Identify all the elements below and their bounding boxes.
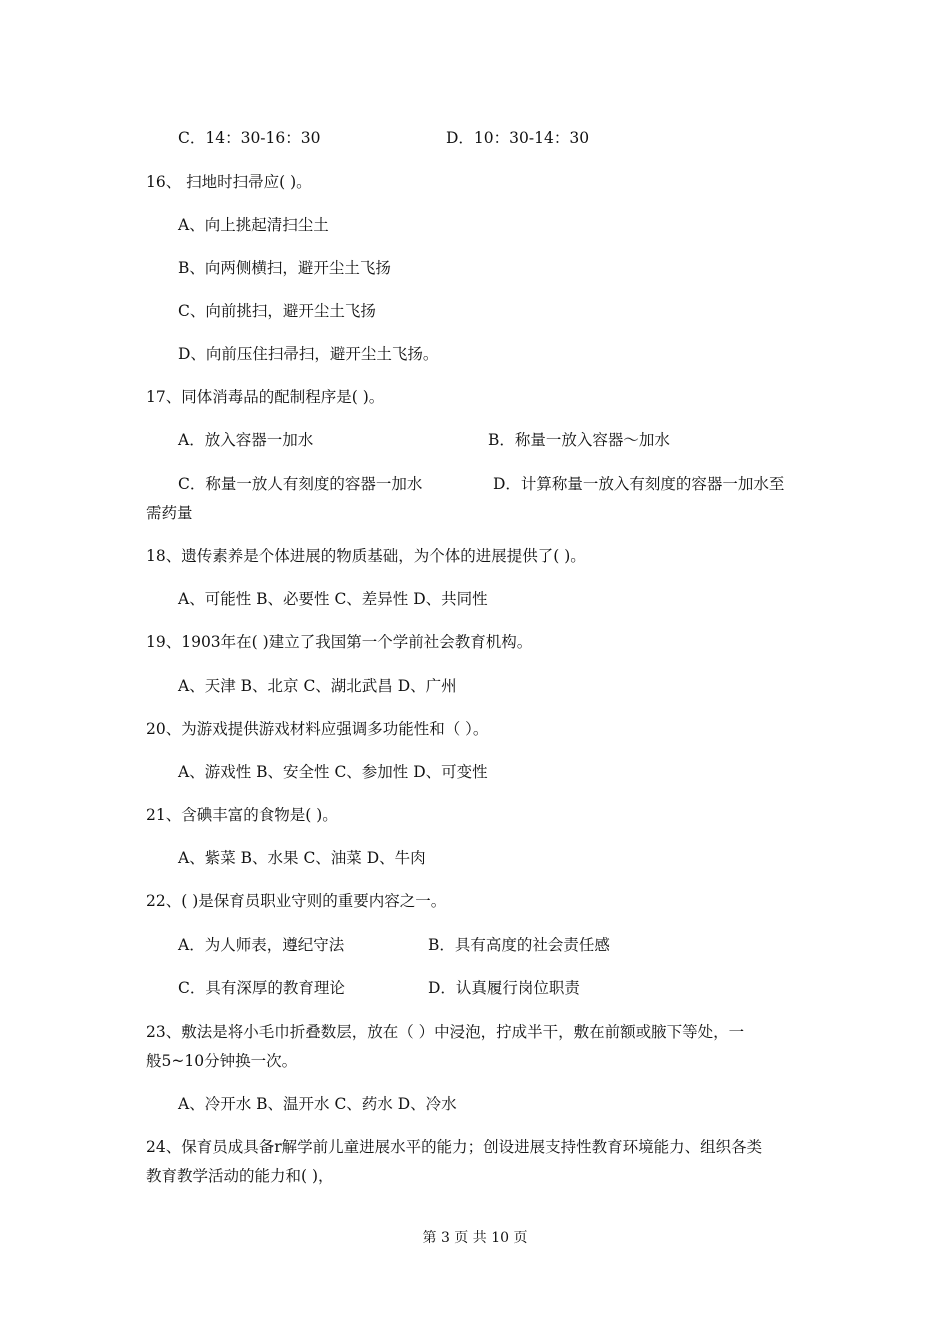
q17-option-c: C．称量一放人有刻度的容器一加水 — [178, 475, 423, 493]
q22-stem: 22、( )是保育员职业守则的重要内容之一。 — [146, 892, 447, 910]
q21-stem: 21、含碘丰富的食物是( )。 — [146, 806, 338, 824]
q15-option-c: C．14：30-16：30 — [178, 129, 321, 147]
q16-option-b: B、向两侧横扫，避开尘土飞扬 — [178, 259, 391, 277]
q18-stem: 18、遗传素养是个体进展的物质基础，为个体的进展提供了( )。 — [146, 547, 586, 565]
q22-option-c: C．具有深厚的教育理论 — [178, 979, 345, 997]
q16-option-a: A、向上挑起清扫尘土 — [178, 216, 329, 234]
q16-stem: 16、 扫地时扫帚应( )。 — [146, 173, 312, 191]
q17-option-d: D．计算称量一放入有刻度的容器一加水至 — [493, 475, 785, 493]
q20-options: A、游戏性 B、安全性 C、参加性 D、可变性 — [178, 763, 488, 781]
q23-options: A、冷开水 B、温开水 C、药水 D、冷水 — [178, 1095, 457, 1113]
q16-option-c: C、向前挑扫，避开尘土飞扬 — [178, 302, 376, 320]
q17-option-b: B．称量一放入容器～加水 — [488, 431, 670, 449]
q24-stem-continued: 教育教学活动的能力和( )， — [146, 1167, 334, 1185]
page-footer: 第 3 页 共 10 页 — [422, 1230, 528, 1246]
q24-stem: 24、保育员成具备r解学前儿童进展水平的能力；创设进展支持性教育环境能力、组织各类 — [146, 1138, 763, 1156]
q15-option-d: D．10：30-14：30 — [446, 129, 590, 147]
q16-option-d: D、向前压住扫帚扫，避开尘土飞扬。 — [178, 345, 439, 363]
q23-stem-continued: 般5~10分钟换一次。 — [146, 1052, 298, 1070]
q17-option-d-continued: 需药量 — [146, 504, 193, 522]
q22-option-b: B．具有高度的社会责任感 — [428, 936, 610, 954]
q19-stem: 19、1903年在( )建立了我国第一个学前社会教育机构。 — [146, 633, 533, 651]
q17-option-a: A．放入容器一加水 — [178, 431, 314, 449]
q20-stem: 20、为游戏提供游戏材料应强调多功能性和（ ）。 — [146, 720, 489, 738]
q22-option-a: A．为人师表，遵纪守法 — [178, 936, 345, 954]
q18-options: A、可能性 B、必要性 C、差异性 D、共同性 — [178, 590, 488, 608]
q21-options: A、紫菜 B、水果 C、油菜 D、牛肉 — [178, 849, 426, 867]
q17-stem: 17、同体消毒品的配制程序是( )。 — [146, 388, 385, 406]
q23-stem: 23、敷法是将小毛巾折叠数层，放在（ ）中浸泡，拧成半干，敷在前额或腋下等处，一 — [146, 1023, 745, 1041]
q19-options: A、天津 B、北京 C、湖北武昌 D、广州 — [178, 677, 457, 695]
q22-option-d: D．认真履行岗位职责 — [428, 979, 580, 997]
